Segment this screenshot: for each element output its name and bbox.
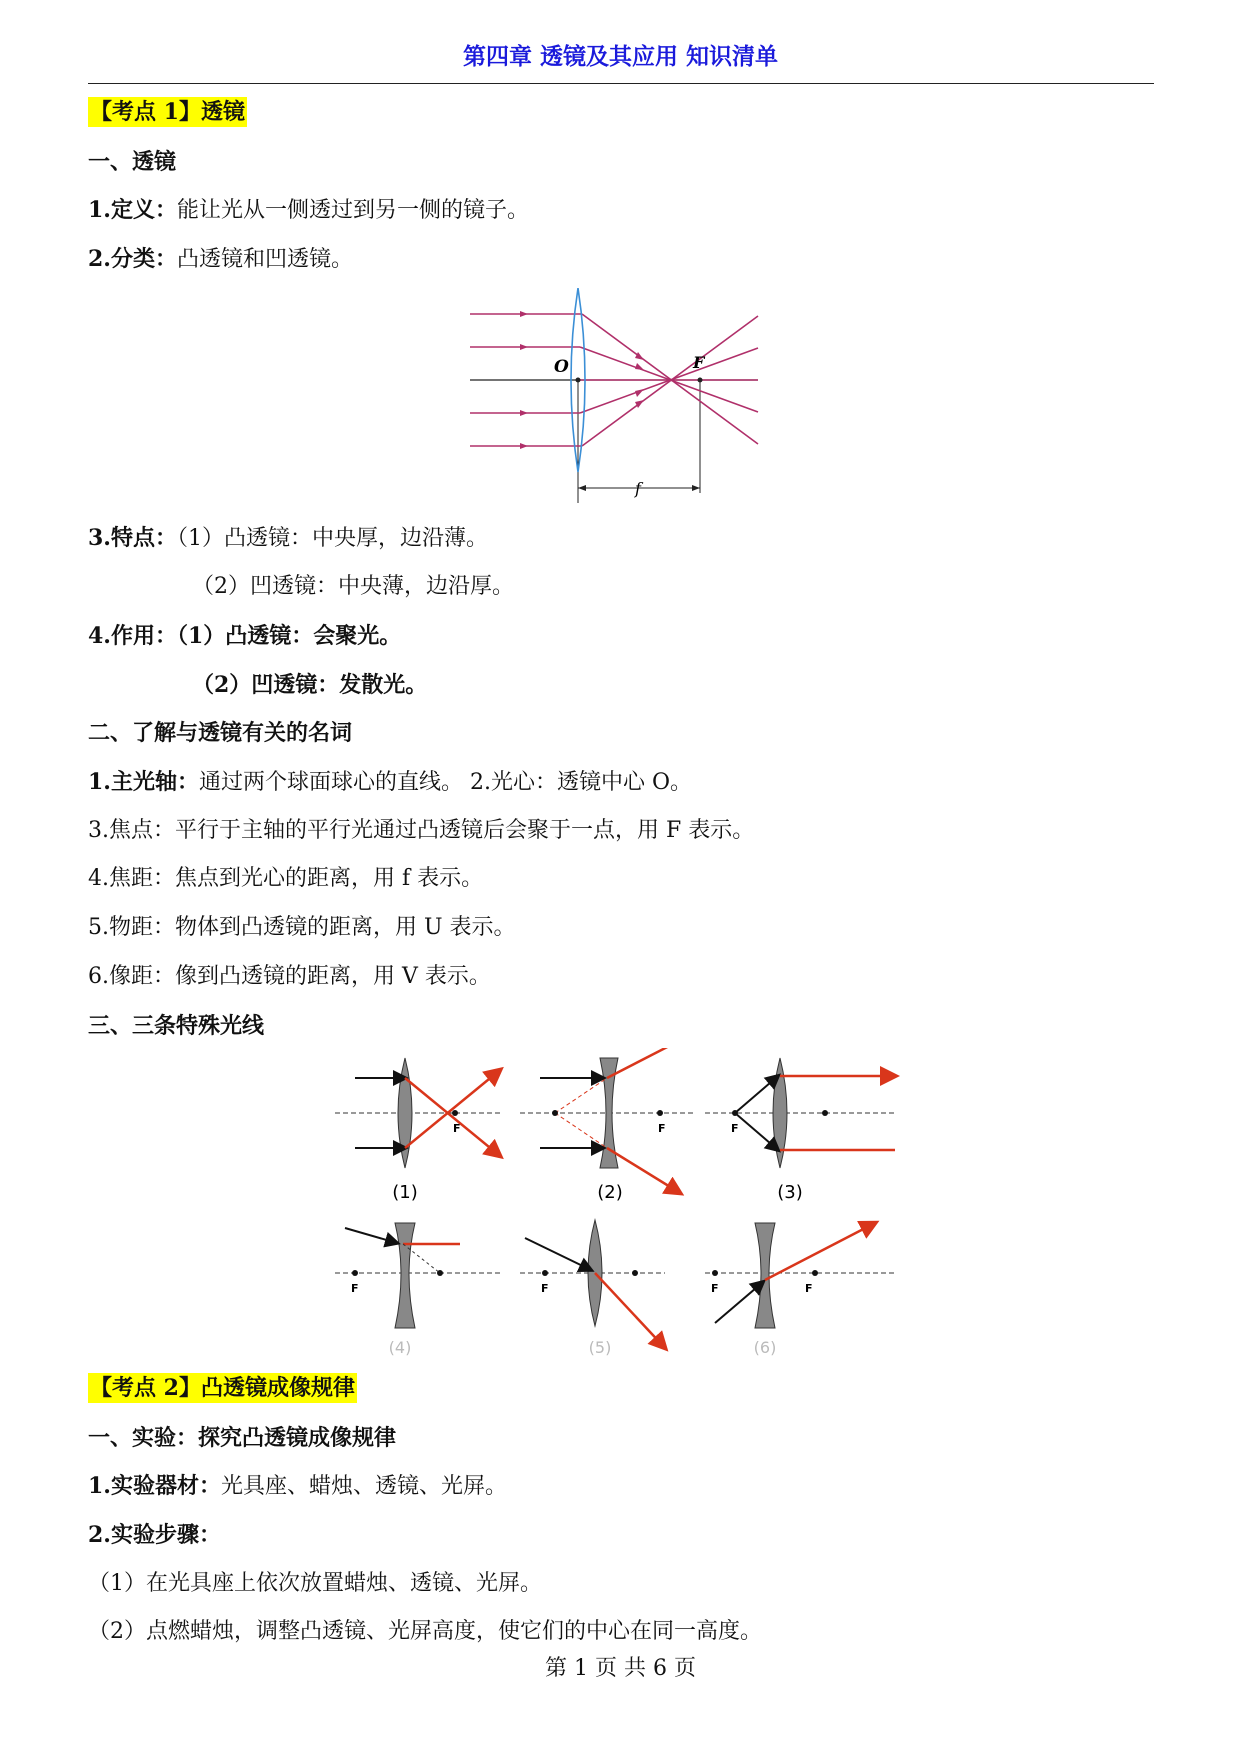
- axis-text: 通过两个球面球心的直线。 2.光心：透镜中心 O。: [198, 770, 692, 795]
- focus-line: 3.焦点：平行于主轴的平行光通过凸透镜后会聚于一点，用 F 表示。: [88, 818, 755, 843]
- label-focal-length: f: [635, 479, 641, 498]
- focal-length-line-text: 4.焦距：焦点到光心的距离，用 f 表示。: [88, 866, 484, 891]
- highlight-tag-2: 【考点 2】凸透镜成像规律: [90, 1375, 355, 1401]
- use-line-1: [88, 620, 401, 652]
- section-tag-1: [88, 96, 247, 129]
- definition-line: [88, 194, 529, 227]
- step-1: （1）在光具座上依次放置蜡烛、透镜、光屏。: [88, 1571, 542, 1596]
- axis-line: [88, 766, 692, 799]
- focus-label-4: F: [351, 1282, 359, 1295]
- panel-4: [335, 1223, 500, 1357]
- use-line-2: （2）凹透镜：发散光。: [192, 672, 428, 698]
- axis-label: 1.主光轴：: [88, 769, 199, 795]
- heading-special-rays: 三、三条特殊光线: [88, 1013, 265, 1039]
- highlight-tag: 【考点 1】透镜: [90, 99, 245, 125]
- materials-text: 光具座、蜡烛、透镜、光屏。: [220, 1474, 507, 1499]
- classification-line: [88, 243, 353, 276]
- use-convex: （1）凸透镜：会聚光。: [176, 623, 402, 649]
- classification-label: 2.分类：: [88, 246, 177, 272]
- heading-experiment: 一、实验：探究凸透镜成像规律: [88, 1425, 397, 1451]
- focus-label-5: F: [541, 1282, 549, 1295]
- label-f: F: [693, 353, 705, 372]
- step-2: （2）点燃蜡烛，调整凸透镜、光屏高度，使它们的中心在同一高度。: [88, 1619, 762, 1644]
- focus-label-6b: F: [805, 1282, 813, 1295]
- optical-center-point: [576, 378, 581, 383]
- definition-text: 能让光从一侧透过到另一侧的镜子。: [176, 198, 529, 223]
- page-title: 第四章 透镜及其应用 知识清单: [462, 44, 778, 70]
- panel-label-2: (2): [597, 1182, 623, 1203]
- classification-text: 凸透镜和凹透镜。: [176, 247, 353, 272]
- panel-6: [705, 1223, 895, 1357]
- definition-label: 1.定义：: [88, 197, 177, 223]
- section-tag-2: [88, 1372, 357, 1405]
- use-label: 4.作用：: [88, 623, 177, 649]
- panel-label-4: (4): [388, 1338, 412, 1357]
- focus-label-6: F: [711, 1282, 719, 1295]
- focus-label-1: F: [453, 1122, 461, 1135]
- focus-point: [698, 378, 703, 383]
- feature-convex: （1）凸透镜：中央厚，边沿薄。: [176, 526, 488, 551]
- steps-label: 2.实验步骤：: [88, 1522, 221, 1548]
- panel-label-3: (3): [777, 1182, 803, 1203]
- focus-label-3: F: [731, 1122, 739, 1135]
- materials-line: [88, 1470, 507, 1503]
- convex-lens-diagram: [468, 288, 768, 508]
- special-rays-diagram: [335, 1048, 905, 1363]
- feature-line-1: [88, 522, 488, 555]
- feature-label: 3.特点：: [88, 525, 177, 551]
- panel-5: [520, 1220, 665, 1357]
- panel-3: [705, 1058, 895, 1203]
- image-distance-line: 6.像距：像到凸透镜的距离，用 V 表示。: [88, 964, 491, 989]
- object-distance-line: 5.物距：物体到凸透镜的距离，用 U 表示。: [88, 915, 516, 940]
- feature-line-2: （2）凹透镜：中央薄，边沿厚。: [192, 574, 514, 599]
- arrow-right: [692, 485, 700, 491]
- panel-label-6: (6): [753, 1338, 777, 1357]
- heading-lens: 一、透镜: [88, 149, 177, 175]
- label-o: O: [554, 357, 569, 377]
- page-footer: 第 1 页 共 6 页: [545, 1656, 696, 1681]
- header-rule: [88, 83, 1154, 84]
- panel-2: [520, 1048, 695, 1203]
- heading-terms: 二、了解与透镜有关的名词: [88, 720, 353, 746]
- arrow-left: [578, 485, 586, 491]
- materials-label: 1.实验器材：: [88, 1473, 221, 1499]
- panel-1: [335, 1058, 500, 1203]
- panel-label-5: (5): [588, 1338, 612, 1357]
- panel-label-1: (1): [392, 1182, 418, 1203]
- focus-label-2: F: [658, 1122, 666, 1135]
